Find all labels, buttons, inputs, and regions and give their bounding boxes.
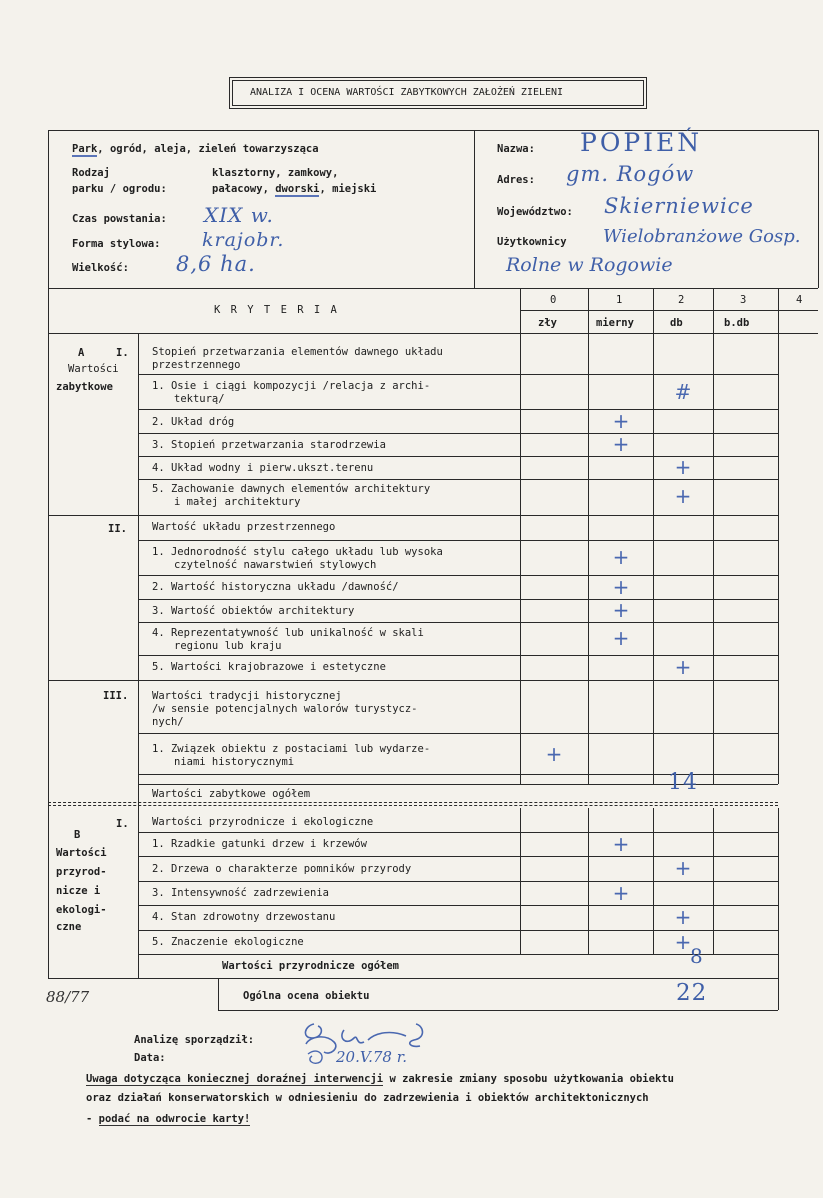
col-line-0 (520, 288, 521, 784)
section-a-roman-3: III. (103, 690, 129, 702)
footer-note-3-dash: - (86, 1113, 99, 1125)
group-1-heading-2: przestrzennego (152, 359, 241, 371)
score-col-num-4: 4 (796, 294, 803, 306)
score-mark: + (674, 856, 692, 880)
row-sep (138, 433, 778, 434)
criterion-row: 4. Reprezentatywność lub unikalność w skali (152, 627, 424, 639)
score-mark: + (612, 409, 630, 433)
row-sep (48, 515, 778, 516)
row-sep (138, 374, 778, 375)
rodzaj-options-1: klasztorny, zamkowy, (212, 167, 339, 179)
uzytk-value-2: Rolne w Rogowie (506, 254, 673, 276)
rodzaj-selected: dworski (275, 183, 320, 195)
footer-note-3 (86, 1113, 250, 1125)
uzytk-value-1: Wielobranżowe Gosp. (603, 226, 801, 247)
score-col-num-2: 2 (678, 294, 685, 306)
row-sep (138, 575, 778, 576)
criterion-row-cont: i małej architektury (174, 496, 301, 508)
score-mark: + (674, 930, 692, 954)
date-label: Data: (134, 1052, 166, 1064)
criterion-row: 1. Jednorodność stylu całego układu lub wysoka (152, 546, 443, 558)
footer-note-1 (86, 1073, 674, 1085)
criterion-row-cont: tekturą/ (174, 393, 225, 405)
col-line-1 (588, 288, 589, 784)
kryteria-bottom (48, 333, 818, 334)
overall-value: 22 (676, 980, 708, 1006)
score-mark: + (612, 575, 630, 599)
score-mark: # (674, 380, 692, 404)
score-mark: + (612, 545, 630, 569)
score-mark: + (612, 832, 630, 856)
score-mark: + (612, 626, 630, 650)
section-b-label-3: nicze i (56, 885, 101, 897)
section-b-heading: Wartości przyrodnicze i ekologiczne (152, 816, 374, 828)
criterion-row: 1. Rzadkie gatunki drzew i krzewów (152, 838, 367, 850)
criterion-row: 1. Osie i ciągi kompozycji /relacja z archi- (152, 380, 431, 392)
row-sep (138, 832, 778, 833)
overall-label: Ogólna ocena obiektu (243, 990, 370, 1002)
frame-left (48, 130, 49, 978)
criterion-row: 3. Wartość obiektów architektury (152, 605, 355, 617)
score-mark: + (612, 598, 630, 622)
score-mark: + (674, 484, 692, 508)
section-b-label-1: Wartości (56, 847, 107, 859)
score-col-num-3: 3 (740, 294, 747, 306)
rodzaj-options-2 (212, 183, 376, 195)
rodzaj-palacowy: pałacowy, (212, 183, 276, 195)
rodzaj-miejski: , miejski (319, 183, 377, 195)
score-mark: + (545, 742, 563, 766)
criterion-row-cont: czytelność nawarstwień stylowych (174, 559, 377, 571)
margin-note: 88/77 (46, 988, 90, 1006)
footer-note-1-underlined: Uwaga dotycząca koniecznej doraźnej interwencji (86, 1073, 384, 1085)
score-mark: + (674, 655, 692, 679)
score-mark: + (612, 881, 630, 905)
overall-bottom (218, 1010, 778, 1011)
footer-note-1-rest: w zakresie zmiany sposobu użytkowania obiektu (383, 1073, 674, 1085)
total-right (778, 954, 779, 1010)
rodzaj-label-2: parku / ogrodu: (72, 183, 167, 195)
criterion-row: 4. Stan zdrowotny drzewostanu (152, 911, 336, 923)
col-line-4-b (778, 808, 779, 954)
row-sep (138, 954, 778, 955)
adres-label: Adres: (497, 174, 535, 186)
kryteria-mid-line (520, 310, 818, 311)
row-sep (138, 733, 778, 734)
page-title: ANALIZA I OCENA WARTOŚCI ZABYTKOWYCH ZAŁOŻEŃ ZIELENI (250, 87, 564, 98)
czas-label: Czas powstania: (72, 213, 167, 225)
criterion-row: 3. Stopień przetwarzania starodrzewia (152, 439, 386, 451)
woj-label: Województwo: (497, 206, 573, 218)
section-a-label-2: zabytkowe (56, 381, 113, 393)
section-a-roman-2: II. (108, 523, 127, 535)
section-a-roman: I. (116, 347, 129, 359)
header-divider (474, 130, 475, 288)
section-a-label-1: Wartości (68, 363, 119, 375)
footer-note-3-underlined: podać na odwrocie karty! (98, 1113, 251, 1125)
frame-top (48, 130, 818, 131)
score-col-label-2: db (670, 317, 683, 329)
uzytk-label: Użytkownicy (497, 236, 567, 248)
section-a-letter: A (78, 347, 85, 359)
footer-note-2: oraz działań konserwatorskich w odniesieniu do zadrzewienia i obiektów architektonicznych (86, 1092, 649, 1104)
type-selected: Park (72, 143, 98, 155)
criterion-row-cont: regionu lub kraju (174, 640, 282, 652)
date-value: 20.V.78 r. (336, 1048, 407, 1066)
col-line-2 (653, 288, 654, 784)
criterion-row: 2. Drzewa o charakterze pomników przyrody (152, 863, 412, 875)
frame-right (818, 130, 819, 288)
row-sep (138, 540, 778, 541)
score-mark: + (674, 905, 692, 929)
forma-value: krajobr. (202, 229, 285, 251)
criterion-row: 5. Wartości krajobrazowe i estetyczne (152, 661, 386, 673)
section-b-roman: I. (116, 818, 129, 830)
forma-label: Forma stylowa: (72, 238, 161, 250)
wielkosc-value: 8,6 ha. (176, 252, 256, 276)
section-b-label-4: ekologi- (56, 904, 107, 916)
group-1-heading: Stopień przetwarzania elementów dawnego układu (152, 346, 443, 358)
row-sep (138, 479, 778, 480)
overall-left (218, 978, 219, 1010)
criterion-row: 2. Wartość historyczna układu /dawność/ (152, 581, 399, 593)
score-col-label-1: mierny (596, 317, 634, 329)
type-options (72, 143, 319, 155)
section-b-letter: B (74, 829, 81, 841)
header-bottom (48, 288, 818, 289)
section-b-label-2: przyrod- (56, 866, 107, 878)
criterion-row: 1. Związek obiektu z postaciami lub wydarze- (152, 743, 431, 755)
section-b-label-5: czne (56, 921, 82, 933)
type-rest: , ogród, aleja, zieleń towarzysząca (97, 143, 319, 155)
section-b-total-value: 8 (690, 944, 704, 968)
nazwa-value: POPIEŃ (580, 128, 703, 157)
woj-value: Skierniewice (604, 194, 754, 218)
row-sep (48, 680, 778, 681)
row-sep (138, 622, 778, 623)
section-b-total-label: Wartości przyrodnicze ogółem (222, 960, 400, 972)
score-col-num-0: 0 (550, 294, 557, 306)
rodzaj-label-1: Rodzaj (72, 167, 110, 179)
criterion-row: 5. Zachowanie dawnych elementów architektury (152, 483, 431, 495)
group-2-heading: Wartość układu przestrzennego (152, 521, 336, 533)
adres-value: gm. Rogów (566, 162, 695, 186)
row-sep (138, 599, 778, 600)
nazwa-label: Nazwa: (497, 143, 535, 155)
section-divider (48, 802, 778, 806)
score-col-label-3: b.db (724, 317, 750, 329)
score-mark: + (612, 432, 630, 456)
score-col-num-1: 1 (616, 294, 623, 306)
row-sep (138, 409, 778, 410)
score-col-label-0: zły (538, 317, 557, 329)
col-line-3 (713, 288, 714, 784)
criterion-row: 3. Intensywność zadrzewienia (152, 887, 330, 899)
row-sep (48, 978, 778, 979)
criterion-row: 4. Układ wodny i pierw.ukszt.terenu (152, 462, 374, 474)
section-a-total-value: 14 (668, 770, 698, 795)
section-a-total-label: Wartości zabytkowe ogółem (152, 788, 311, 800)
czas-value: XIX w. (204, 203, 274, 227)
group-3-heading-3: nych/ (152, 716, 184, 728)
group-3-heading-1: Wartości tradycji historycznej (152, 690, 342, 702)
score-mark: + (674, 455, 692, 479)
col-line-4 (778, 288, 779, 784)
criterion-row-cont: niami historycznymi (174, 756, 295, 768)
criterion-row: 2. Układ dróg (152, 416, 235, 428)
row-sep (138, 881, 778, 882)
kryteria-label: K R Y T E R I A (214, 304, 339, 316)
criterion-row: 5. Znaczenie ekologiczne (152, 936, 304, 948)
wielkosc-label: Wielkość: (72, 262, 129, 274)
prepared-label: Analizę sporządził: (134, 1034, 255, 1046)
group-3-heading-2: /w sensie potencjalnych walorów turystycz- (152, 703, 418, 715)
